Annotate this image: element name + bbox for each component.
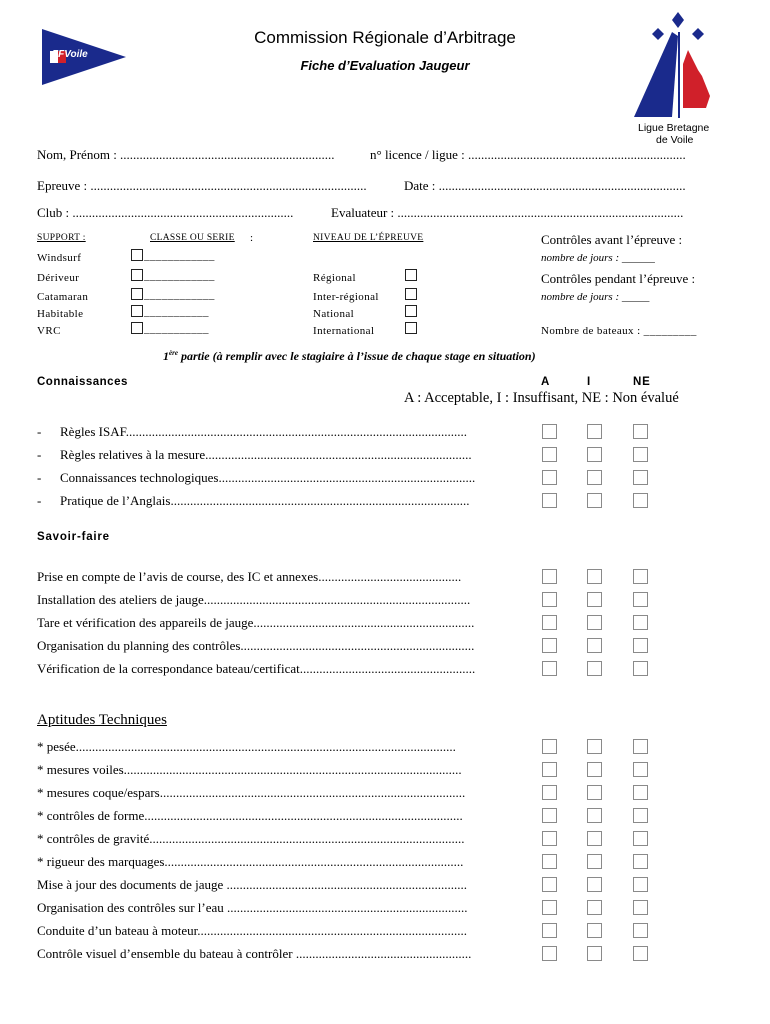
checkbox-i[interactable] — [587, 592, 602, 607]
support-checkbox-vrc[interactable] — [131, 322, 143, 334]
support-item-catamaran: Catamaran — [37, 291, 89, 303]
controles-pendant-label: Contrôles pendant l’épreuve : — [541, 271, 696, 286]
ligue-logo-line2: de Voile — [656, 134, 694, 146]
checkbox-i[interactable] — [587, 424, 602, 439]
aptitude-item: * pesée..................................................................................................................... — [37, 739, 456, 754]
aptitude-item: * rigueur des marquages............................................................................................ — [37, 854, 464, 869]
classe-blank-vrc[interactable]: ___________ — [144, 323, 209, 335]
savoir-faire-item: Organisation du planning des contrôles........................................................................ — [37, 638, 475, 653]
page-title: Commission Régionale d’Arbitrage — [254, 28, 516, 47]
savoir-faire-title: Savoir-faire — [37, 531, 110, 543]
checkbox-ne[interactable] — [633, 762, 648, 777]
classe-blank-catamaran[interactable]: ____________ — [144, 289, 215, 301]
checkbox-ne[interactable] — [633, 661, 648, 676]
checkbox-i[interactable] — [587, 946, 602, 961]
checkbox-a[interactable] — [542, 785, 557, 800]
checkbox-a[interactable] — [542, 739, 557, 754]
checkbox-a[interactable] — [542, 762, 557, 777]
checkbox-i[interactable] — [587, 923, 602, 938]
checkbox-a[interactable] — [542, 900, 557, 915]
checkbox-a[interactable] — [542, 808, 557, 823]
partie-heading — [163, 349, 536, 364]
nom-prenom-field[interactable]: Nom, Prénom : .................................................................. — [37, 147, 335, 162]
partie-superscript: ère — [169, 349, 178, 357]
dash: - — [37, 493, 42, 508]
support-checkbox-deriveur[interactable] — [131, 269, 143, 281]
checkbox-a[interactable] — [542, 831, 557, 846]
checkbox-i[interactable] — [587, 900, 602, 915]
checkbox-ne[interactable] — [633, 447, 648, 462]
checkbox-ne[interactable] — [633, 470, 648, 485]
controles-pendant-jours[interactable]: nombre de jours : _____ — [541, 291, 650, 303]
checkbox-i[interactable] — [587, 638, 602, 653]
connaissance-item: Règles relatives à la mesure.................................................................................. — [60, 447, 472, 462]
checkbox-a[interactable] — [542, 447, 557, 462]
checkbox-i[interactable] — [587, 569, 602, 584]
niveau-checkbox-national[interactable] — [405, 305, 417, 317]
niveau-item-international: International — [313, 325, 375, 337]
checkbox-ne[interactable] — [633, 638, 648, 653]
niveau-item-regional: Régional — [313, 272, 356, 284]
ffvoile-logo-text: FFVoile — [52, 49, 88, 60]
savoir-faire-item: Tare et vérification des appareils de jauge.................................................................... — [37, 615, 475, 630]
checkbox-ne[interactable] — [633, 923, 648, 938]
niveau-checkbox-inter-regional[interactable] — [405, 288, 417, 300]
eval-legend: A : Acceptable, I : Insuffisant, NE : Non évalué — [404, 390, 679, 406]
checkbox-ne[interactable] — [633, 854, 648, 869]
checkbox-a[interactable] — [542, 854, 557, 869]
aptitude-item: * contrôles de forme.................................................................................................. — [37, 808, 463, 823]
aptitude-item: * mesures voiles........................................................................................................ — [37, 762, 462, 777]
checkbox-a[interactable] — [542, 493, 557, 508]
dash: - — [37, 470, 42, 485]
niveau-header: NIVEAU DE L’ÉPREUVE — [313, 233, 424, 243]
classe-header: CLASSE OU SERIE — [150, 233, 235, 243]
checkbox-i[interactable] — [587, 447, 602, 462]
connaissance-item: Règles ISAF......................................................................................................... — [60, 424, 468, 439]
dash: - — [37, 447, 42, 462]
checkbox-ne[interactable] — [633, 592, 648, 607]
checkbox-a[interactable] — [542, 615, 557, 630]
checkbox-i[interactable] — [587, 785, 602, 800]
checkbox-i[interactable] — [587, 808, 602, 823]
checkbox-a[interactable] — [542, 592, 557, 607]
club-field[interactable]: Club : .................................................................... — [37, 205, 294, 220]
checkbox-a[interactable] — [542, 661, 557, 676]
checkbox-a[interactable] — [542, 946, 557, 961]
ligue-bretagne-logo — [628, 10, 728, 150]
checkbox-i[interactable] — [587, 470, 602, 485]
aptitude-item: Organisation des contrôles sur l’eau .......................................................................... — [37, 900, 468, 915]
classe-header-colon: : — [250, 232, 254, 244]
checkbox-ne[interactable] — [633, 615, 648, 630]
support-item-deriveur: Dériveur — [37, 272, 80, 284]
ligue-logo-line1: Ligue Bretagne — [638, 122, 710, 134]
aptitude-item: Mise à jour des documents de jauge .......................................................................... — [37, 877, 468, 892]
checkbox-i[interactable] — [587, 762, 602, 777]
support-checkbox-windsurf[interactable] — [131, 249, 143, 261]
checkbox-i[interactable] — [587, 877, 602, 892]
eval-header-i: I — [587, 376, 591, 388]
epreuve-field[interactable]: Epreuve : ..................................................................................... — [37, 178, 367, 193]
connaissances-title: Connaissances — [37, 376, 128, 388]
eval-header-ne: NE — [633, 376, 651, 388]
page-subtitle: Fiche d’Evaluation Jaugeur — [300, 58, 470, 73]
date-field[interactable]: Date : ............................................................................ — [404, 178, 686, 193]
niveau-checkbox-international[interactable] — [405, 322, 417, 334]
niveau-item-inter-regional: Inter-régional — [313, 291, 379, 303]
partie-number: 1 — [163, 349, 169, 363]
aptitude-item: Contrôle visuel d’ensemble du bateau à contrôler ...................................................... — [37, 946, 472, 961]
controles-avant-label: Contrôles avant l’épreuve : — [541, 232, 683, 247]
evaluateur-field[interactable]: Evaluateur : ........................................................................................ — [331, 205, 684, 220]
savoir-faire-item: Installation des ateliers de jauge.................................................................................. — [37, 592, 471, 607]
classe-blank-deriveur[interactable]: ____________ — [144, 270, 215, 282]
aptitude-item: Conduite d’un bateau à moteur................................................................................... — [37, 923, 468, 938]
checkbox-a[interactable] — [542, 638, 557, 653]
partie-text: partie (à remplir avec le stagiaire à l’issue de chaque stage en situation) — [177, 349, 536, 363]
checkbox-ne[interactable] — [633, 424, 648, 439]
aptitudes-title: Aptitudes Techniques — [37, 712, 167, 728]
checkbox-ne[interactable] — [633, 493, 648, 508]
dash: - — [37, 424, 42, 439]
checkbox-ne[interactable] — [633, 900, 648, 915]
checkbox-i[interactable] — [587, 661, 602, 676]
checkbox-a[interactable] — [542, 424, 557, 439]
checkbox-a[interactable] — [542, 569, 557, 584]
checkbox-a[interactable] — [542, 470, 557, 485]
checkbox-ne[interactable] — [633, 785, 648, 800]
support-checkbox-habitable[interactable] — [131, 305, 143, 317]
savoir-faire-item: Prise en compte de l’avis de course, des IC et annexes............................................ — [37, 569, 462, 584]
savoir-faire-item: Vérification de la correspondance bateau/certificat...................................................... — [37, 661, 476, 676]
aptitude-item: * contrôles de gravité................................................................................................. — [37, 831, 465, 846]
nombre-bateaux-field[interactable]: Nombre de bateaux : _________ — [541, 325, 697, 337]
aptitude-item: * mesures coque/espars.............................................................................................. — [37, 785, 466, 800]
checkbox-ne[interactable] — [633, 831, 648, 846]
checkbox-a[interactable] — [542, 877, 557, 892]
connaissance-item: Pratique de l’Anglais............................................................................................ — [60, 493, 470, 508]
support-item-windsurf: Windsurf — [37, 252, 82, 264]
eval-header-a: A — [541, 376, 551, 388]
controles-avant-jours[interactable]: nombre de jours : ______ — [541, 252, 655, 264]
checkbox-ne[interactable] — [633, 877, 648, 892]
checkbox-ne[interactable] — [633, 569, 648, 584]
checkbox-i[interactable] — [587, 615, 602, 630]
checkbox-i[interactable] — [587, 493, 602, 508]
checkbox-i[interactable] — [587, 739, 602, 754]
classe-blank-habitable[interactable]: ___________ — [144, 306, 209, 318]
support-item-vrc: VRC — [37, 325, 61, 337]
checkbox-ne[interactable] — [633, 946, 648, 961]
support-header: SUPPORT : — [37, 233, 86, 243]
support-checkbox-catamaran[interactable] — [131, 288, 143, 300]
checkbox-a[interactable] — [542, 923, 557, 938]
licence-ligue-field[interactable]: n° licence / ligue : ................................................................... — [370, 147, 686, 162]
checkbox-ne[interactable] — [633, 808, 648, 823]
connaissance-item: Connaissances technologiques............................................................................... — [60, 470, 476, 485]
niveau-item-national: National — [313, 308, 355, 320]
checkbox-i[interactable] — [587, 854, 602, 869]
checkbox-ne[interactable] — [633, 739, 648, 754]
niveau-checkbox-regional[interactable] — [405, 269, 417, 281]
classe-blank-windsurf[interactable]: ____________ — [144, 250, 215, 262]
support-item-habitable: Habitable — [37, 308, 84, 320]
checkbox-i[interactable] — [587, 831, 602, 846]
